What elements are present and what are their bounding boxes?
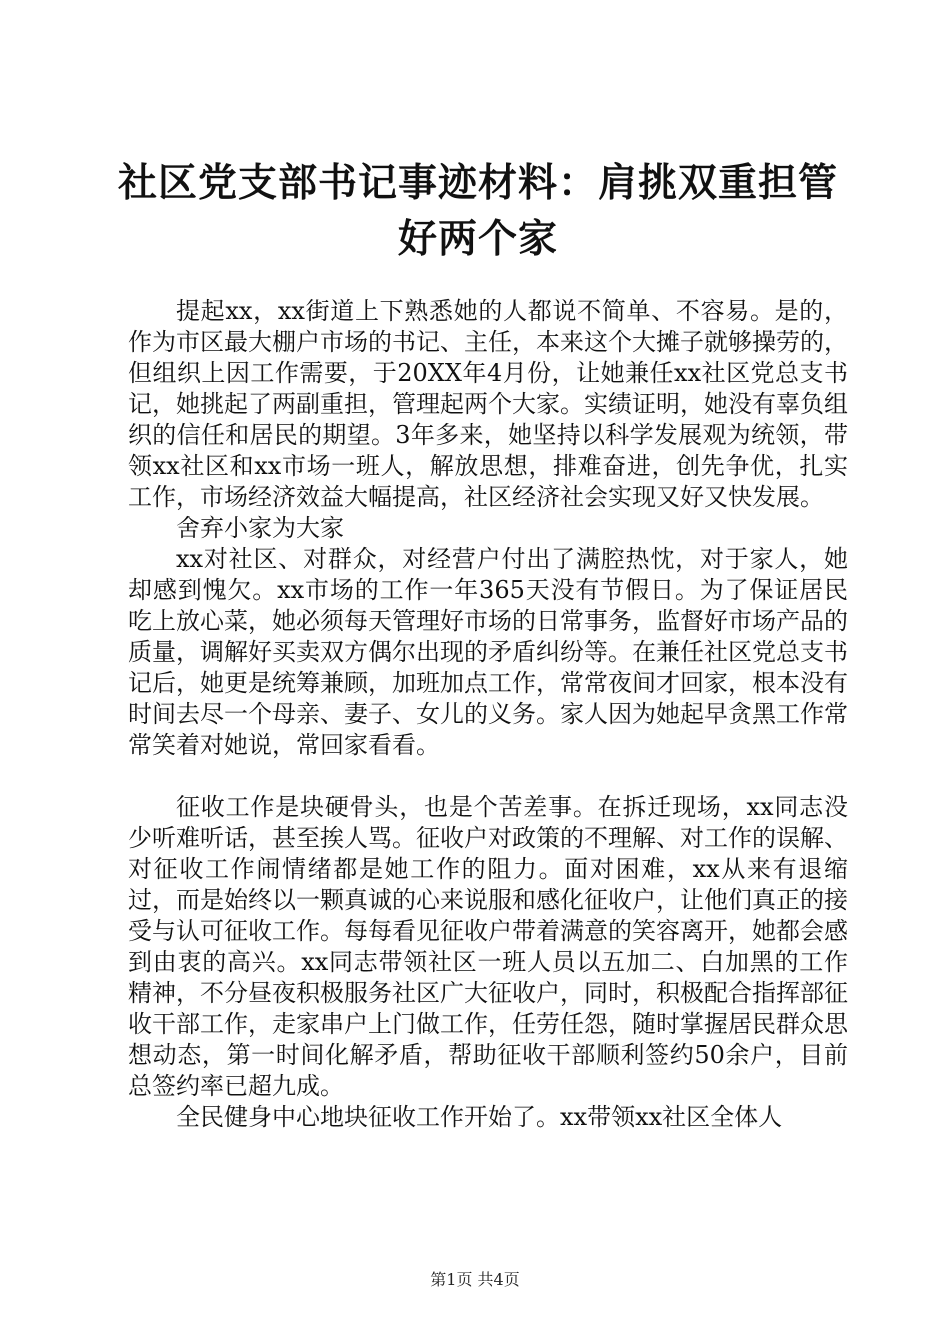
page-number-footer: 第1页 共4页 [430,1270,520,1289]
paragraph-fitness-center: 全民健身中心地块征收工作开始了。xx带领xx社区全体人 [176,1103,783,1131]
section-heading: 舍弃小家为大家 [176,514,344,542]
paragraph-family: xx对社区、对群众，对经营户付出了满腔热忱，对于家人，她却感到愧欠。xx市场的工作一年365天没有节假日。为了保证居民吃上放心菜，她必须每天管理好市场的日常事务，监督好市场产品的质量，调解好买卖双方偶尔出现的矛盾纠纷等。在兼任社区党总支书记后，她更是统筹兼顾，加班加点工作，常常夜间才回家，根本没有时间去尽一个母亲、妻子、女儿的义务。家人因为她起早贪黑工作常常笑着对她说，常回家看看。 [128,545,848,759]
paragraph-intro: 提起xx，xx街道上下熟悉她的人都说不简单、不容易。是的，作为市区最大棚户市场的书记、主任，本来这个大摊子就够操劳的，但组织上因工作需要，于20XX年4月份，让她兼任xx社区党总支书记，她挑起了两副重担，管理起两个大家。实绩证明，她没有辜负组织的信任和居民的期望。3年多来，她坚持以科学发展观为统领，带领xx社区和xx市场一班人，解放思想，排难奋进，创先争优，扎实工作，市场经济效益大幅提高，社区经济社会实现又好又快发展。 [128,297,848,511]
document-body [128,296,848,1133]
paragraph-expropriation: 征收工作是块硬骨头，也是个苦差事。在拆迁现场，xx同志没少听难听话，甚至挨人骂。征收户对政策的不理解、对工作的误解、对征收工作闹情绪都是她工作的阻力。面对困难，xx从来有退缩过，而是始终以一颗真诚的心来说服和感化征收户，让他们真正的接受与认可征收工作。每每看见征收户带着满意的笑容离开，她都会感到由衷的高兴。xx同志带领社区一班人员以五加二、白加黑的工作精神，不分昼夜积极服务社区广大征收户，同时，积极配合指挥部征收干部工作，走家串户上门做工作，任劳任怨，随时掌握居民群众思想动态，第一时间化解矛盾，帮助征收干部顺利签约50余户，目前总签约率已超九成。 [128,793,848,1100]
document-title: 社区党支部书记事迹材料：肩挑双重担管好两个家 [118,160,839,262]
